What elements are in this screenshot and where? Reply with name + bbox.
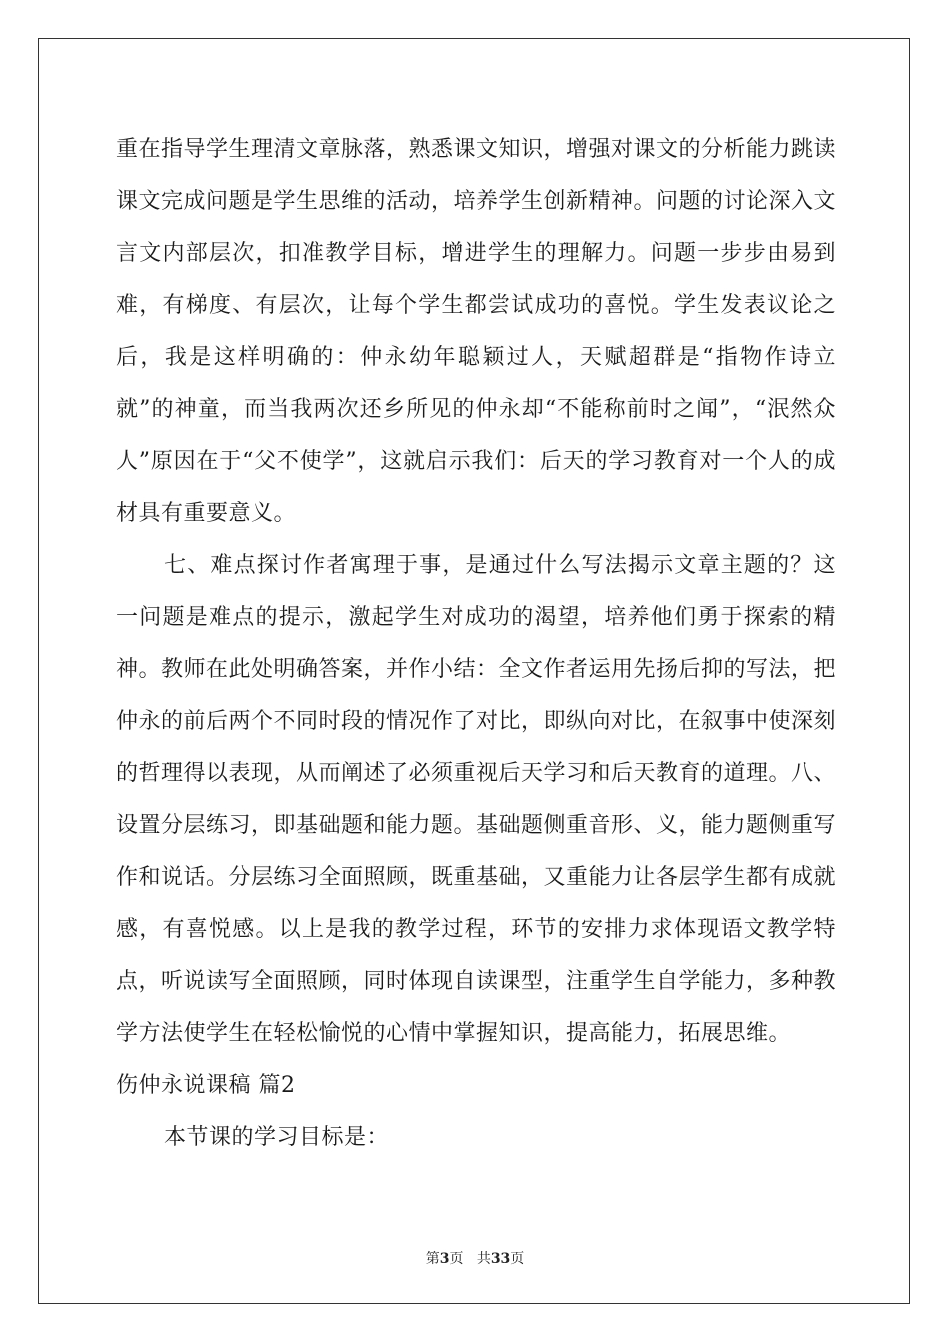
page-footer (0, 1248, 950, 1268)
footer-total-prefix: 共 (476, 1251, 491, 1267)
footer-page-suffix: 页 (449, 1251, 464, 1267)
footer-page-number: 3 (439, 1251, 450, 1267)
intro-line: 本节课的学习目标是： (164, 1125, 390, 1150)
paragraph-1: 重在指导学生理清文章脉落，熟悉课文知识，增强对课文的分析能力跳读课文完成问题是学生思维的活动，培养学生创新精神。问题的讨论深入文言文内部层次，扣准教学目标，增进学生的理解力。问题一步步由易到难，有梯度、有层次，让每个学生都尝试成功的喜悦。学生发表议论之后，我是这样明确的：仲永幼年聪颖过人，天赋超群是“指物作诗立就”的神童，而当我两次还乡所见的仲永却“不能称前时之闻”，“泯然众人”原因在于“父不使学”，这就启示我们：后天的学习教育对一个人的成材具有重要意义。 (116, 137, 837, 526)
footer-prefix: 第 (425, 1251, 440, 1267)
footer-total-pages: 33 (490, 1251, 511, 1267)
paragraph-2: 七、难点探讨作者寓理于事，是通过什么写法揭示文章主题的？这一问题是难点的提示，激起学生对成功的渴望，培养他们勇于探索的精神。教师在此处明确答案，并作小结：全文作者运用先扬后抑的写法，把仲永的前后两个不同时段的情况作了对比，即纵向对比，在叙事中使深刻的哲理得以表现，从而阐述了必须重视后天学习和后天教育的道理。八、设置分层练习，即基础题和能力题。基础题侧重音形、义，能力题侧重写作和说话。分层练习全面照顾，既重基础，又重能力让各层学生都有成就感，有喜悦感。以上是我的教学过程，环节的安排力求体现语文教学特点，听说读写全面照顾，同时体现自读课型，注重学生自学能力，多种教学方法使学生在轻松愉悦的心情中掌握知识，提高能力，拓展思维。 (116, 553, 837, 1046)
footer-total-suffix: 页 (510, 1251, 525, 1267)
document-body (116, 124, 836, 1164)
section-heading: 伤仲永说课稿 篇2 (116, 1073, 296, 1098)
